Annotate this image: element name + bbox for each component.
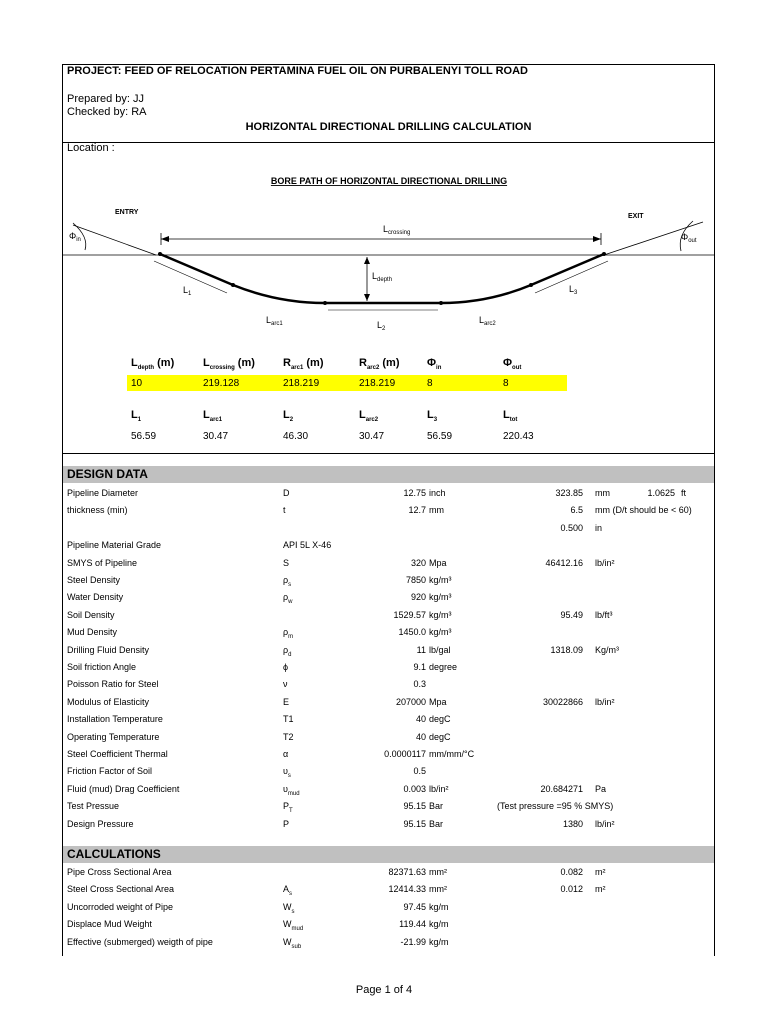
row-unit-2: mm (D/t should be < 60) [595,505,692,516]
row-unit: lb/in² [429,783,449,794]
param-unit: (m) [303,357,324,369]
param-label [131,357,174,371]
row-value: 0.3 [413,679,426,690]
row-value-2: 1318.09 [550,644,583,655]
row-name: Soil Density [67,609,115,620]
row-name: Test Pressue [67,801,120,812]
row-name: Soil friction Angle [67,662,137,672]
row-unit: kg/m [429,901,449,912]
param-symbol: R [283,357,291,369]
row-unit: lb/gal [429,644,451,655]
row-value: 1450.0 [398,627,426,638]
table-row [63,485,714,502]
param-unit: (m) [234,357,255,369]
row-name: Friction Factor of Soil [67,766,153,777]
param-value: 218.219 [283,378,320,389]
project-title: PROJECT: FEED OF RELOCATION PERTAMINA FUEL OIL ON PURBALENYI TOLL ROAD [67,65,529,77]
row-value-2: 20.684271 [540,783,583,794]
row-name: thickness (min) [67,505,128,516]
row-unit: kg/m [429,936,449,947]
row-name: Steel Coefficient Thermal [67,749,168,759]
l-arc1-label: $L_{arc1}$ [266,315,283,327]
row-name: Water Density [67,592,124,603]
page-number: Page 1 of 4 [355,984,413,996]
param-symbol: Φ [427,357,437,369]
param-subscript: arc1 [209,417,223,424]
row-name: Uncorroded weight of Pipe [67,901,174,912]
row-name: Modulus of Elasticity [67,696,150,707]
param-symbol: L [203,409,210,421]
row-value-2: 30022866 [542,696,583,707]
table-row [63,881,714,898]
row-value: 207000 [395,696,426,707]
row-symbol: API 5L X-46 [283,540,332,551]
row-symbol: T1 [283,714,294,725]
l-arc2-label: $L_{arc2}$ [479,315,496,327]
param-value: 10 [131,378,143,389]
row-value: 11 [416,644,426,655]
table-row [63,502,714,519]
row-unit: mm/mm/°C [429,749,475,759]
row-symbol: α [283,749,289,759]
row-unit: kg/m [429,919,449,930]
row-unit: kg/m³ [429,609,452,620]
row-symbol: $W_{sub}$ [283,936,302,950]
param-unit: (m) [379,357,400,369]
row-unit: inch [429,488,446,498]
row-symbol: $\upsilon_{mud}$ [283,783,300,797]
row-value: 12414.33 [388,884,426,895]
row-name: Design Pressure [67,818,134,829]
row-unit: Bar [429,801,444,812]
row-unit: kg/m³ [429,592,452,603]
row-value: 7850 [405,575,426,585]
calculations-heading: CALCULATIONS [63,846,714,863]
row-value-3: 1.0625 [647,488,675,498]
row-name: Pipe Cross Sectional Area [67,867,172,877]
row-unit-2: lb/ft³ [595,609,613,620]
param-symbol: L [359,409,366,421]
phi-in-label: $\Phi_{in}$ [69,231,81,243]
row-name: Operating Temperature [67,731,160,742]
row-unit: kg/m³ [429,627,452,638]
row-value-2: 6.5 [570,505,583,516]
param-label [359,357,399,371]
param-subscript: arc2 [365,417,379,424]
l-crossing-label: $L_{crossing}$ [383,224,411,236]
row-value-2: 0.082 [560,867,583,877]
row-value-2: 95.49 [560,609,583,620]
table-row [63,624,714,641]
table-row [63,763,714,780]
table-row [63,520,714,537]
param-symbol: L [203,357,210,369]
row-value: 119.44 [399,919,426,930]
entry-label: ENTRY [115,209,139,216]
param-value: 56.59 [427,431,453,442]
param-symbol: L [503,409,510,421]
row-symbol: ν [283,679,288,690]
row-value: 40 [415,731,426,742]
param-label [427,409,437,423]
param-subscript: 3 [433,417,438,424]
table-row [63,607,714,624]
location-label: Location : [67,142,115,154]
row-value-2: 1380 [562,818,583,829]
row-unit-2: lb/in² [595,696,615,707]
diagram-title: BORE PATH OF HORIZONTAL DIRECTIONAL DRILLING [270,176,508,186]
checked-by: Checked by: RA [67,106,147,118]
row-name: Poisson Ratio for Steel [67,679,159,690]
row-value: 320 [410,557,426,568]
table-row [63,816,714,833]
row-value: 920 [410,592,426,603]
param-label [503,357,521,371]
table-row [63,694,714,711]
row-unit: mm² [429,884,447,895]
param-symbol: L [131,409,138,421]
l1-label: $L_1$ [183,285,192,297]
table-row [63,746,714,763]
row-name: Installation Temperature [67,714,163,725]
param-label [283,409,293,423]
row-symbol: $\rho_s$ [283,575,292,588]
table-row [63,798,714,815]
row-unit: degC [429,731,451,742]
param-symbol: L [131,357,138,369]
document-title: HORIZONTAL DIRECTIONAL DRILLING CALCULATION [245,121,532,133]
row-value: 95.15 [403,801,426,812]
row-unit: mm² [429,867,447,877]
param-symbol: L [283,409,290,421]
row-value: 1529.57 [393,609,426,620]
row-symbol: S [283,557,290,568]
row-unit-2: mm [595,488,610,498]
row-name: Displace Mud Weight [67,919,152,930]
table-row [63,659,714,676]
param-subscript: tot [509,417,518,424]
row-symbol: $\rho_m$ [283,627,294,640]
param-value: 46.30 [283,431,309,442]
row-name: Fluid (mud) Drag Coefficient [67,783,180,794]
table-row [63,729,714,746]
param-label [359,409,378,423]
param-label [203,357,255,371]
row-unit-2: in [595,522,603,533]
phi-out-label: $\Phi_{out}$ [681,232,697,244]
table-row [63,916,714,933]
row-value: 0.0000117 [384,749,426,759]
row-symbol: ϕ [283,662,289,672]
row-unit-2: lb/in² [595,818,615,829]
row-symbol: t [283,505,286,516]
table-row [63,642,714,659]
l3-label: $L_3$ [569,284,578,296]
row-symbol: E [283,696,290,707]
row-name: Effective (submerged) weigth of pipe [67,936,213,947]
param-value: 219.128 [203,378,240,389]
row-symbol: T2 [283,731,294,742]
row-unit: Mpa [429,557,447,568]
row-name: Drilling Fluid Density [67,644,150,655]
param-subscript: crossing [209,365,235,372]
row-unit: degree [429,662,458,672]
prepared-by: Prepared by: JJ [67,93,145,105]
param-label [203,409,222,423]
param-label [427,357,441,371]
row-value: -21.99 [400,936,426,947]
param-label [283,357,323,371]
row-unit-2: Pa [595,783,607,794]
param-subscript: in [436,365,442,372]
l-depth-label: $L_{depth}$ [372,271,393,283]
table-row [63,864,714,881]
row-name: Mud Density [67,627,118,638]
row-value: 95.15 [403,818,426,829]
row-value-2: 0.012 [560,884,583,895]
param-label [503,409,517,423]
param-subscript: arc1 [290,365,304,372]
row-symbol: $\upsilon_s$ [283,766,291,780]
row-name: Steel Density [67,575,121,585]
param-label [131,409,141,423]
row-value: 97.45 [403,901,426,912]
row-unit: Mpa [429,696,447,707]
exit-label: EXIT [628,213,644,220]
row-value: 0.003 [403,783,426,794]
row-symbol: P [283,818,290,829]
row-unit-2: lb/in² [595,557,615,568]
row-value-2: 46412.16 [545,557,583,568]
param-subscript: 2 [289,417,294,424]
row-symbol: $\rho_w$ [283,592,293,606]
row-value-2: 323.85 [555,488,583,498]
param-subscript: arc2 [366,365,380,372]
param-unit: (m) [154,357,175,369]
row-symbol: D [283,488,290,498]
param-symbol: Φ [503,357,513,369]
row-value: 0.5 [413,766,426,777]
table-row [63,711,714,728]
row-unit-2: m² [595,884,606,895]
table-row [63,555,714,572]
param-subscript: depth [137,365,155,372]
row-unit: degC [429,714,451,725]
table-row [63,934,714,951]
row-value: 12.7 [408,505,426,516]
table-row [63,781,714,798]
section-divider [63,453,714,454]
row-unit: mm [429,505,444,516]
table-row [63,676,714,693]
calculation-sheet [62,64,715,956]
row-unit: Bar [429,818,444,829]
param-subscript: 1 [137,417,142,424]
row-value-2: (Test pressure =95 % SMYS) [497,801,614,812]
input-highlight [127,375,567,391]
row-unit-2: m² [595,867,606,877]
param-symbol: L [427,409,434,421]
param-value: 56.59 [131,431,157,442]
table-row [63,589,714,606]
param-subscript: out [512,365,522,372]
row-symbol: $W_{mud}$ [283,919,304,932]
row-value: 9.1 [413,662,426,672]
l2-label: $L_2$ [377,320,386,332]
table-row [63,572,714,589]
param-symbol: R [359,357,367,369]
row-value: 12.75 [403,488,426,498]
table-row [63,899,714,916]
row-unit: kg/m³ [429,575,452,585]
row-symbol: $\rho_d$ [283,644,292,658]
row-name: Pipeline Diameter [67,488,139,498]
row-value: 40 [415,714,426,725]
row-name: Steel Cross Sectional Area [67,884,175,895]
param-value: 30.47 [359,431,385,442]
row-symbol: $P_T$ [283,801,293,814]
row-name: SMYS of Pipeline [67,557,138,568]
row-unit-2: Kg/m³ [595,644,620,655]
param-value: 218.219 [359,378,396,389]
param-value: 8 [427,378,433,389]
row-symbol: $W_s$ [283,901,295,915]
bore-path-diagram [63,165,714,365]
title-divider [63,142,714,143]
row-symbol: $A_s$ [283,884,293,898]
row-unit-3: ft [681,488,687,498]
design-data-heading: DESIGN DATA [63,466,714,483]
row-value-2: 0.500 [560,522,583,533]
param-value: 30.47 [203,431,229,442]
row-name: Pipeline Material Grade [67,540,162,551]
row-value: 82371.63 [388,867,426,877]
param-value: 8 [503,378,509,389]
table-row [63,537,714,554]
param-value: 220.43 [503,431,534,442]
